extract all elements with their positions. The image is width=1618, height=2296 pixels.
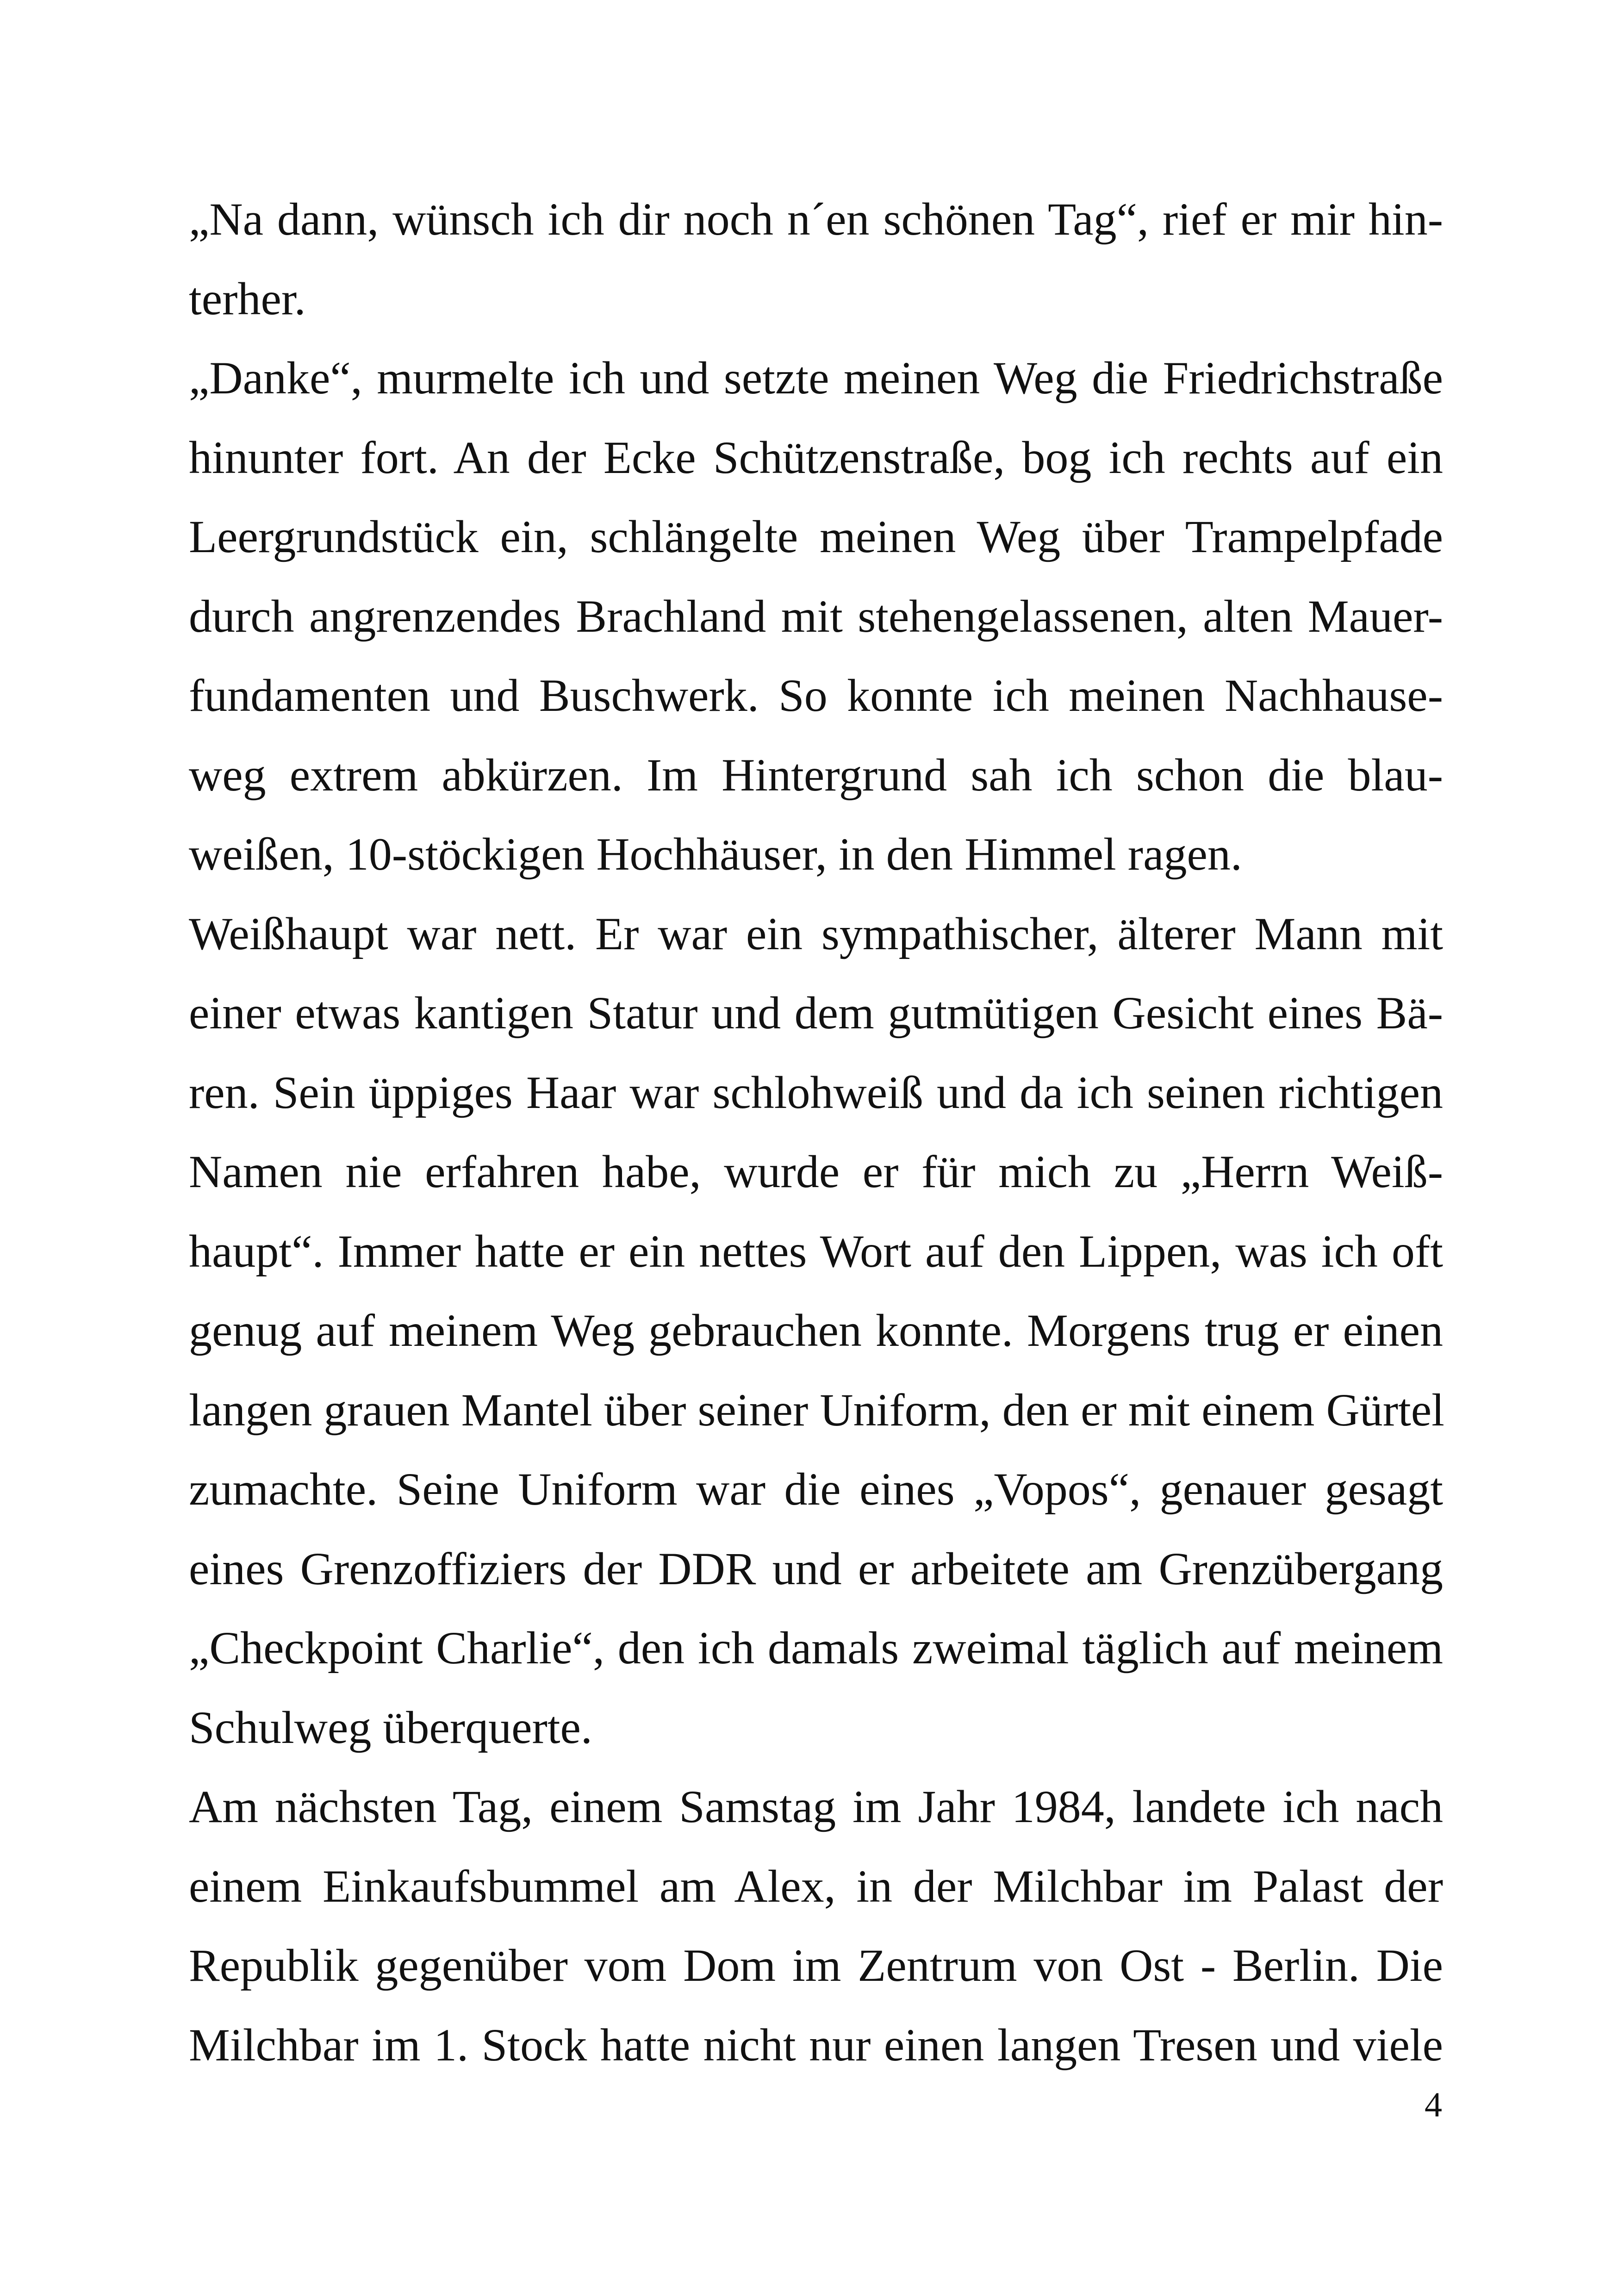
text-line: „Na dann, wünsch ich dir noch n´en schönen Tag“, rief er mir hin- [189,193,1443,245]
text-line: ren. Sein üppiges Haar war schlohweiß und da ich seinen richtigen [189,1066,1443,1118]
text-line: Republik gegenüber vom Dom im Zentrum von Ost - Berlin. Die [189,1940,1443,1991]
text-line: weißen, 10-stöckigen Hochhäuser, in den Himmel ragen. [189,828,1242,880]
text-line: genug auf meinem Weg gebrauchen konnte. Morgens trug er einen [189,1305,1443,1356]
text-line: eines Grenzoffiziers der DDR und er arbeitete am Grenzübergang [189,1543,1443,1594]
text-line: durch angrenzendes Brachland mit stehengelassenen, alten Mauer- [189,590,1443,642]
text-line: langen grauen Mantel über seiner Uniform, den er mit einem Gürtel [189,1384,1444,1436]
text-line: zumachte. Seine Uniform war die eines „Vopos“, genauer gesagt [189,1463,1443,1515]
text-line: weg extrem abkürzen. Im Hintergrund sah ich schon die blau- [189,749,1443,801]
text-line: Milchbar im 1. Stock hatte nicht nur einen langen Tresen und viele [189,2019,1443,2071]
text-line: fundamenten und Buschwerk. So konnte ich meinen Nachhause- [189,670,1443,721]
paragraph [189,894,1443,1767]
text-line: „Checkpoint Charlie“, den ich damals zweimal täglich auf meinem [189,1622,1443,1674]
text-line: „Danke“, murmelte ich und setzte meinen Weg die Friedrichstraße [189,352,1443,404]
text-line: einem Einkaufsbummel am Alex, in der Milchbar im Palast der [189,1860,1443,1912]
paragraph [189,338,1443,894]
text-line: einer etwas kantigen Statur und dem gutmütigen Gesicht eines Bä- [189,987,1443,1039]
text-line: Leergrundstück ein, schlängelte meinen Weg über Trampelpfade [189,511,1443,562]
text-line: Namen nie erfahren habe, wurde er für mich zu „Herrn Weiß- [189,1146,1443,1197]
page-number: 4 [1425,2085,1442,2124]
paragraph [189,180,1443,338]
text-line: terher. [189,273,306,324]
text-line: Am nächsten Tag, einem Samstag im Jahr 1984, landete ich nach [189,1781,1443,1832]
text-line: haupt“. Immer hatte er ein nettes Wort auf den Lippen, was ich oft [189,1225,1443,1277]
text-line: Weißhaupt war nett. Er war ein sympathischer, älterer Mann mit [189,908,1443,959]
paragraph [189,1767,1443,2084]
text-line: Schulweg überquerte. [189,1701,592,1753]
text-line: hinunter fort. An der Ecke Schützenstraße, bog ich rechts auf ein [189,431,1443,483]
body-text [189,180,1443,2084]
